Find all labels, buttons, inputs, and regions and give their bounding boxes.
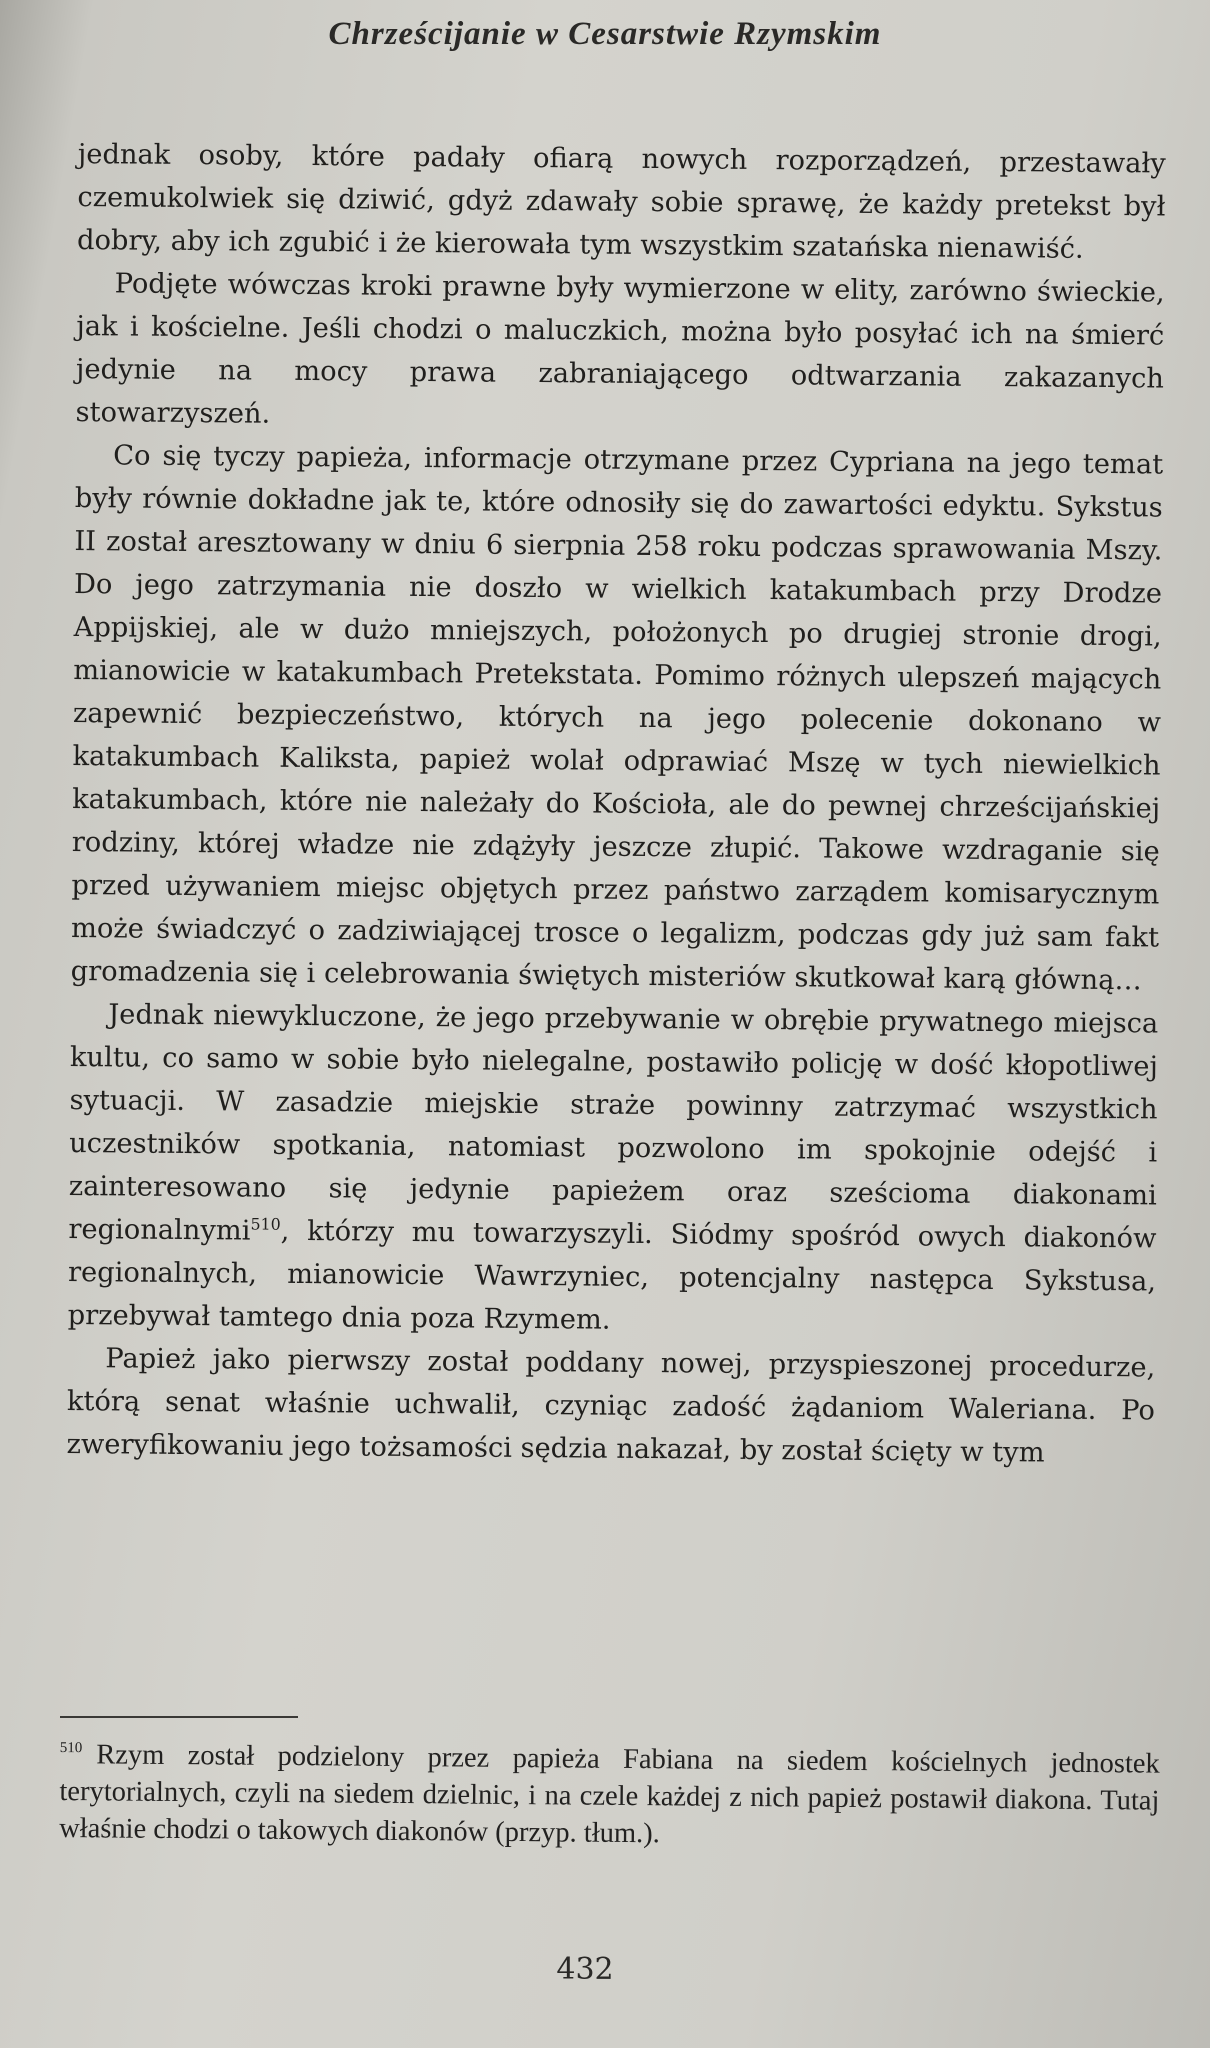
running-title: Chrześcijanie w Cesarstwie Rzymskim [328,16,882,52]
paragraph-3: Co się tyczy papieża, informacje otrzymane przez Cypriana na jego temat były równie dokładne jak te, które odnosiły się do zawartości edyktu. Sykstus II został aresztowany w dniu 6 sierpnia 258 roku podczas sprawowania Mszy. Do jego zatrzymania nie doszło w wielkich katakumbach przy Drodze Appijskiej, ale w dużo mniejszych, położonych po drugiej stronie drogi, mianowicie w katakumbach Pretekstata. Pomimo różnych ulepszeń mających zapewnić bezpieczeństwo, których na jego polecenie dokonano w katakumbach Kaliksta, papież wolał odprawiać Mszę w tych niewielkich katakumbach, które nie należały do Kościoła, ale do pewnej chrześcijańskiej rodziny, której władze nie zdążyły jeszcze złupić. Takowe wzdraganie się przed używaniem miejsc objętych przez państwo zarządem komisarycznym może świadczyć o zadziwiającej trosce o legalizm, podczas gdy już sam fakt gromadzenia się i celebrowania świętych misteriów skutkował karą główną… [70,440,1164,997]
footnote [59,1730,1160,1857]
main-text [66,133,1166,1475]
paragraph-2: Podjęte wówczas kroki prawne były wymierzone w elity, zarówno świeckie, jak i kościelne. Jeśli chodzi o maluczkich, można było posyłać ich na śmierć jedynie na mocy prawa zabraniającego odtwarzania zakazanych stowarzyszeń. [75,268,1165,430]
paragraph-1: jednak osoby, które padały ofiarą nowych rozporządzeń, przestawały czemukolwiek się dziwić, gdyż zdawały sobie sprawę, że każdy pretekst był dobry, aby ich zgubić i że kierowała tym wszystkim szatańska nienawiść. [76,138,1166,265]
paragraph-4-text-end: , którzy mu towarzyszyli. Siódmy spośród owych diakonów regionalnych, mianowicie Wawrzyniec, potencjalny następca Sykstusa, przebywał tamtego dnia poza Rzymem. [67,1215,1157,1336]
page-number: 432 [556,1952,614,1987]
paragraph-5: Papież jako pierwszy został poddany nowej, przyspieszonej procedurze, którą senat właśnie uchwalił, czyniąc zadość żądaniom Waleriana. Po zweryfikowaniu jego tożsamości sędzia nakazał, by został ścięty w tym [66,1343,1156,1469]
footnote-number: 510 [59,1739,83,1757]
paragraph-4 [67,993,1158,1346]
footnote-divider [60,1716,298,1718]
paragraph-4-text-start: Jednak niewykluczone, że jego przebywanie w obrębie prywatnego miejsca kultu, co samo w sobie było nielegalne, postawiło policję w dość kłopotliwej sytuacji. W zasadzie miejskie straże powinny zatrzymać wszystkich uczestników spotkania, natomiast pozwolono im spokojnie odejść i zainteresowano się jedynie papieżem oraz sześcioma diakonami regionalnymi [68,999,1159,1247]
footnote-text: Rzym został podzielony przez papieża Fabiana na siedem kościelnych jednostek terytorialnych, czyli na siedem dzielnic, i na czele każdej z nich papież postawił diakona. Tutaj właśnie chodzi o takowych diakonów (przyp. tłum.). [59,1739,1160,1850]
footnote-area [59,1730,1160,1857]
footnote-reference: 510 [250,1214,281,1234]
